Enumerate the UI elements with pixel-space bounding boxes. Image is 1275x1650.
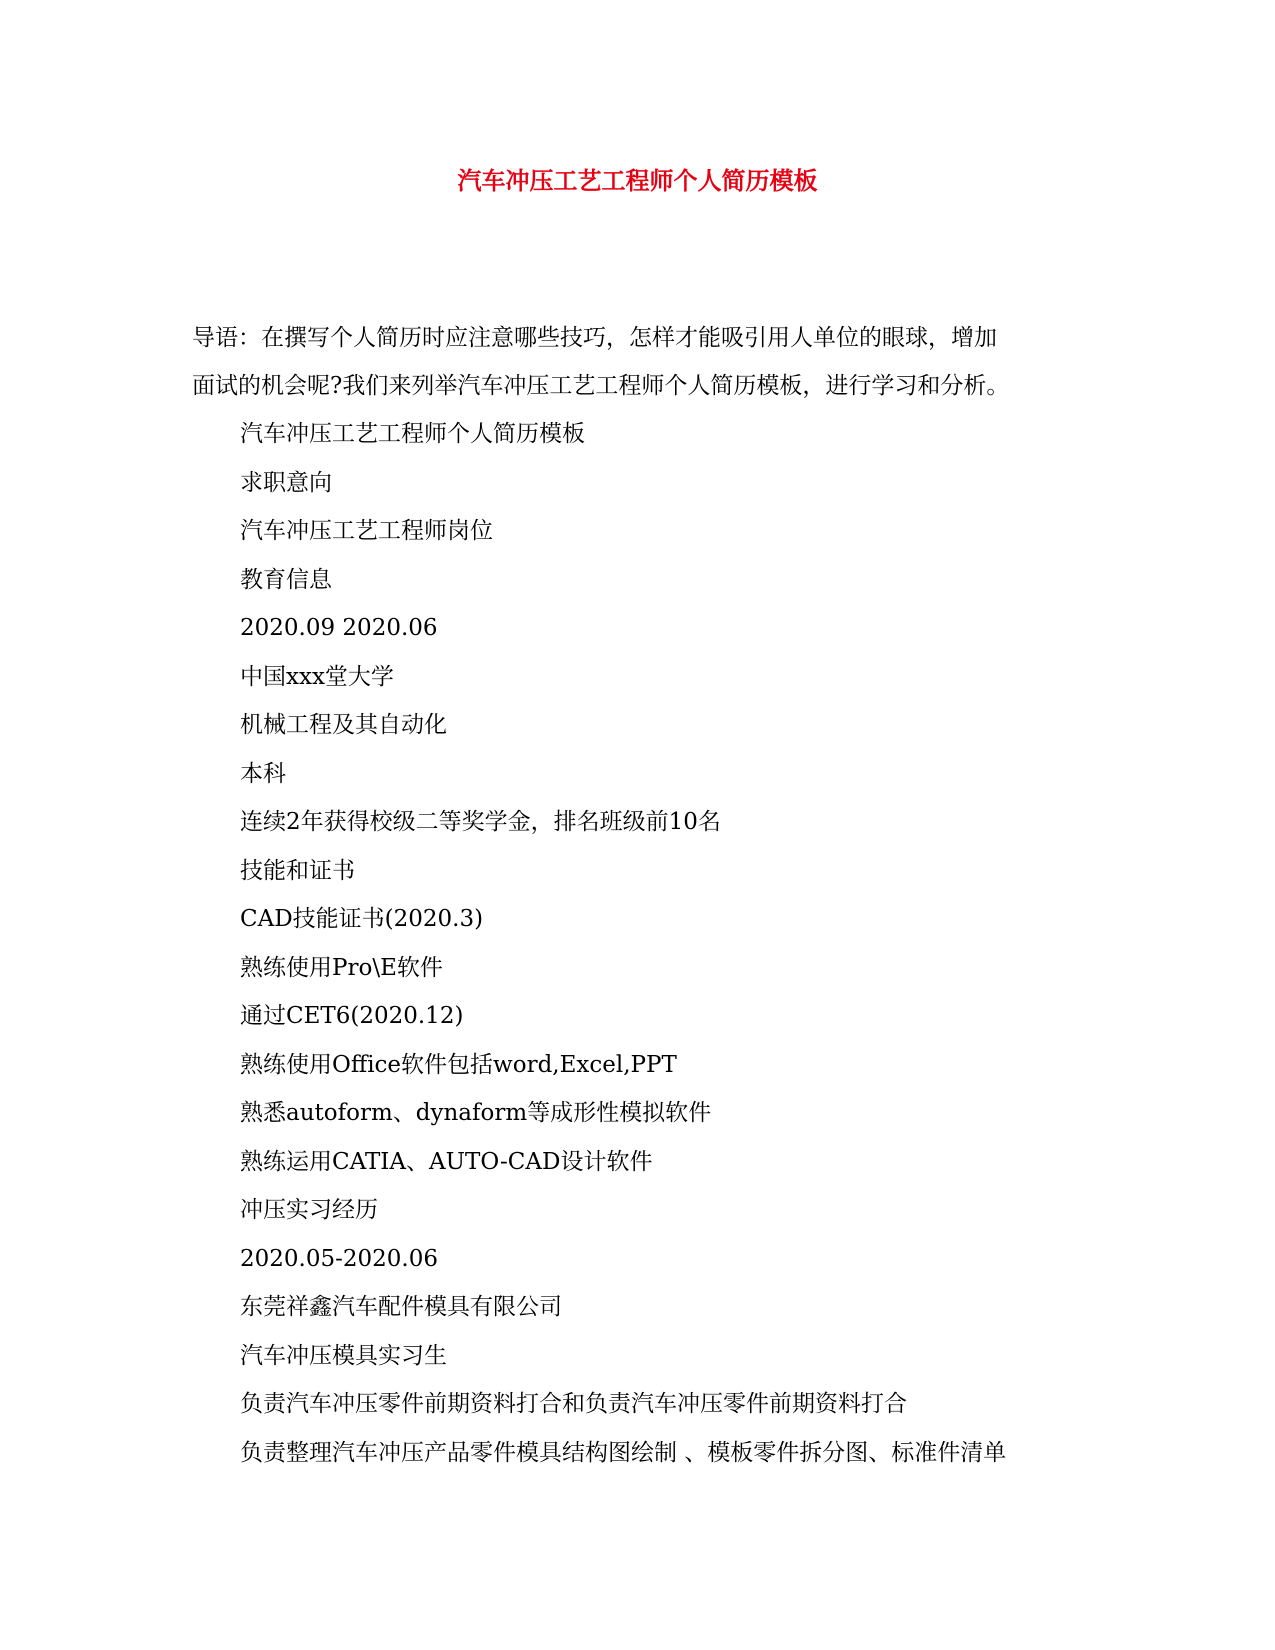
body-line: 技能和证书	[240, 857, 355, 884]
body-line: 负责汽车冲压零件前期资料打合和负责汽车冲压零件前期资料打合	[240, 1391, 907, 1417]
document-title: 汽车冲压工艺工程师个人简历模板	[457, 166, 818, 195]
intro-line: 导语：在撰写个人简历时应注意哪些技巧，怎样才能吸引用人单位的眼球，增加	[192, 325, 997, 351]
body-line: 汽车冲压模具实习生	[240, 1342, 447, 1369]
body-line: 2020.05-2020.06	[240, 1245, 438, 1272]
body-line: CAD技能证书(2020.3)	[240, 906, 484, 932]
body-line: 通过CET6(2020.12)	[240, 1003, 464, 1029]
intro-line: 面试的机会呢?我们来列举汽车冲压工艺工程师个人简历模板，进行学习和分析。	[192, 373, 1010, 399]
body-line: 中国xxx堂大学	[240, 663, 394, 690]
body-line: 熟悉autoform、dynaform等成形性模拟软件	[240, 1100, 712, 1126]
body-line: 本科	[240, 760, 286, 787]
body-line: 熟练使用Office软件包括word,Excel,PPT	[240, 1051, 677, 1078]
body-line: 熟练使用Pro\E软件	[240, 954, 443, 981]
body-line: 汽车冲压工艺工程师岗位	[240, 518, 493, 544]
body-line: 熟练运用CATIA、AUTO-CAD设计软件	[240, 1148, 653, 1175]
body-line: 机械工程及其自动化	[240, 712, 447, 738]
body-line: 连续2年获得校级二等奖学金，排名班级前10名	[240, 809, 721, 835]
body-line: 教育信息	[240, 566, 332, 593]
intro-paragraph	[192, 314, 1092, 410]
body-line: 负责整理汽车冲压产品零件模具结构图绘制 、模板零件拆分图、标准件清单	[240, 1439, 1007, 1466]
body-line: 东莞祥鑫汽车配件模具有限公司	[240, 1294, 562, 1320]
resume-body	[240, 410, 1140, 1477]
body-line: 2020.09 2020.06	[240, 615, 438, 641]
body-line: 汽车冲压工艺工程师个人简历模板	[240, 421, 585, 447]
body-line: 冲压实习经历	[240, 1197, 378, 1223]
body-line: 求职意向	[240, 469, 332, 496]
